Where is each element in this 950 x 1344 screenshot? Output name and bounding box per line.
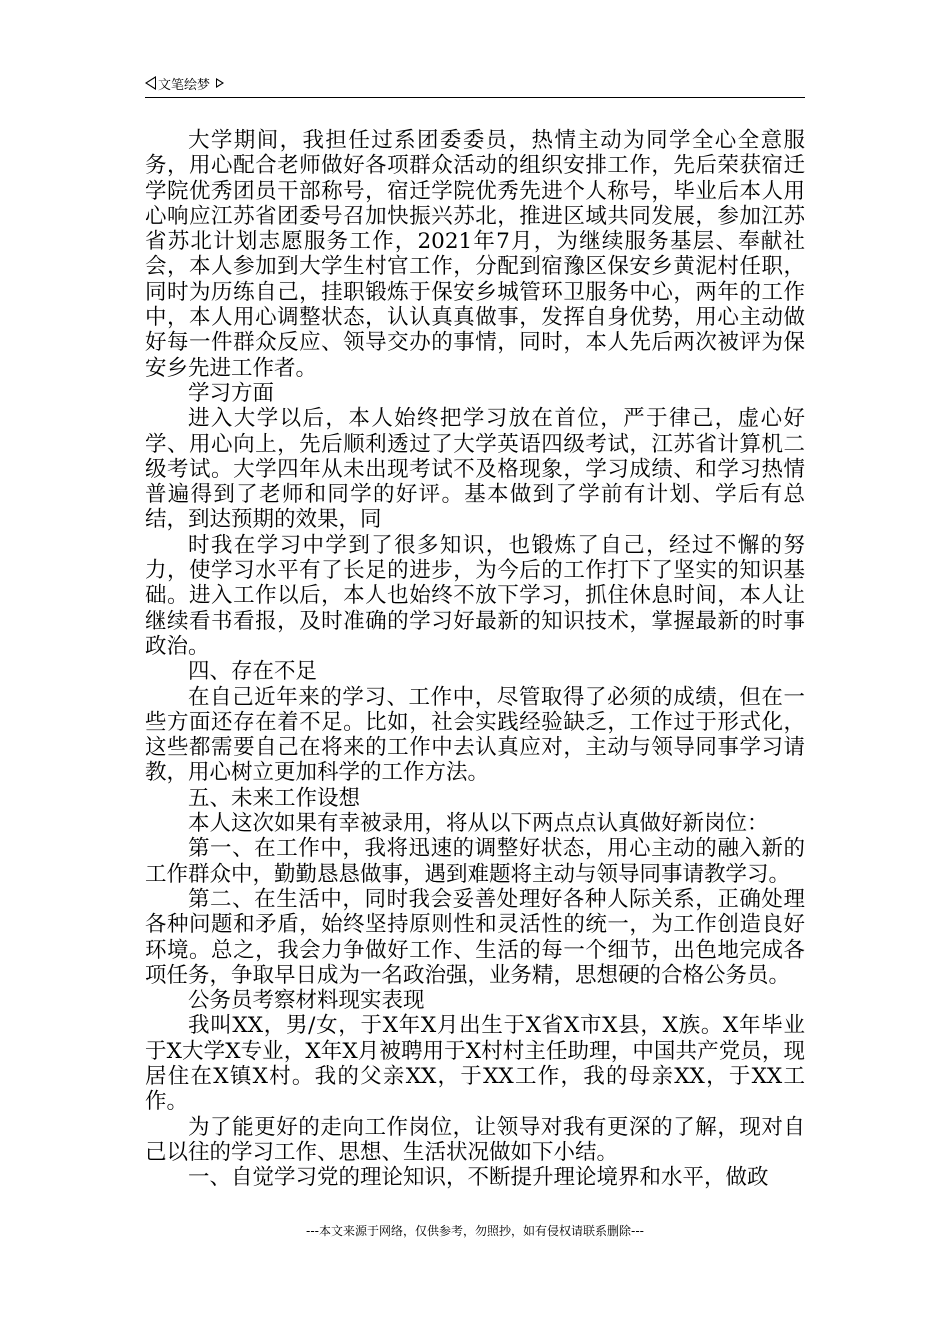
page-header bbox=[145, 75, 805, 98]
paragraph: 第一、在工作中，我将迅速的调整好状态，用心主动的融入新的工作群众中，勤勤恳恳做事，遇到难题将主动与领导同事请教学习。 bbox=[145, 836, 805, 887]
paragraph: 在自己近年来的学习、工作中，尽管取得了必须的成绩，但在一些方面还存在着不足。比如，社会实践经验缺乏，工作过于形式化，这些都需要自己在将来的工作中去认真应对，主动与领导同事学习请教，用心树立更加科学的工作方法。 bbox=[145, 684, 805, 786]
document-body bbox=[145, 128, 805, 1190]
section-heading-assessment: 公务员考察材料现实表现 bbox=[188, 988, 425, 1014]
triangle-left-icon bbox=[145, 76, 156, 90]
paragraph: 一、自觉学习党的理论知识，不断提升理论境界和水平，做政 bbox=[188, 1165, 769, 1191]
section-heading-future: 五、未来工作设想 bbox=[188, 785, 361, 811]
paragraph: 本人这次如果有幸被录用，将从以下两点点认真做好新岗位： bbox=[188, 811, 769, 837]
paragraph: 第二、在生活中，同时我会妥善处理好各种人际关系，正确处理各种问题和矛盾，始终坚持原则性和灵活性的统一，为工作创造良好环境。总之，我会力争做好工作、生活的每一个细节，出色地完成各项任务，争取早日成为一名政治强，业务精，思想硬的合格公务员。 bbox=[145, 886, 805, 988]
section-heading-shortcomings: 四、存在不足 bbox=[188, 659, 318, 685]
paragraph: 我叫XX，男/女，于X年X月出生于X省X市X县，X族。X年毕业于X大学X专业，X年X月被聘用于X村村主任助理，中国共产党员，现居住在X镇X村。我的父亲XX，于XX工作，我的母亲XX，于XX工作。 bbox=[145, 1013, 805, 1115]
paragraph: 大学期间，我担任过系团委委员，热情主动为同学全心全意服务，用心配合老师做好各项群众活动的组织安排工作，先后荣获宿迁学院优秀团员干部称号，宿迁学院优秀先进个人称号，毕业后本人用心响应江苏省团委号召加快振兴苏北，推进区域共同发展，参加江苏省苏北计划志愿服务工作，2021年7月，为继续服务基层、奉献社会，本人参加到大学生村官工作，分配到宿豫区保安乡黄泥村任职，同时为历练自己，挂职锻炼于保安乡城管环卫服务中心，两年的工作中，本人用心调整状态，认认真真做事，发挥自身优势，用心主动做好每一件群众反应、领导交办的事情，同时，本人先后两次被评为保安乡先进工作者。 bbox=[145, 128, 805, 381]
footer-disclaimer: ---本文来源于网络，仅供参考，勿照抄，如有侵权请联系删除--- bbox=[306, 1224, 644, 1238]
triangle-right-icon bbox=[216, 78, 224, 88]
section-heading-study: 学习方面 bbox=[188, 380, 275, 406]
paragraph: 进入大学以后，本人始终把学习放在首位，严于律己，虚心好学、用心向上，先后顺利透过了大学英语四级考试，江苏省计算机二级考试。大学四年从未出现考试不及格现象，学习成绩、和学习热情普遍得到了老师和同学的好评。基本做到了学前有计划、学后有总结，到达预期的效果，同 bbox=[145, 406, 805, 533]
header-brand: 文笔绘梦 bbox=[158, 78, 211, 93]
paragraph: 为了能更好的走向工作岗位，让领导对我有更深的了解，现对自己以往的学习工作、思想、生活状况做如下小结。 bbox=[145, 1114, 805, 1165]
paragraph: 时我在学习中学到了很多知识，也锻炼了自己，经过不懈的努力，使学习水平有了长足的进步，为今后的工作打下了坚实的知识基础。进入工作以后，本人也始终不放下学习，抓住休息时间，本人让继续看书看报，及时准确的学习好最新的知识技术，掌握最新的时事政治。 bbox=[145, 532, 805, 659]
